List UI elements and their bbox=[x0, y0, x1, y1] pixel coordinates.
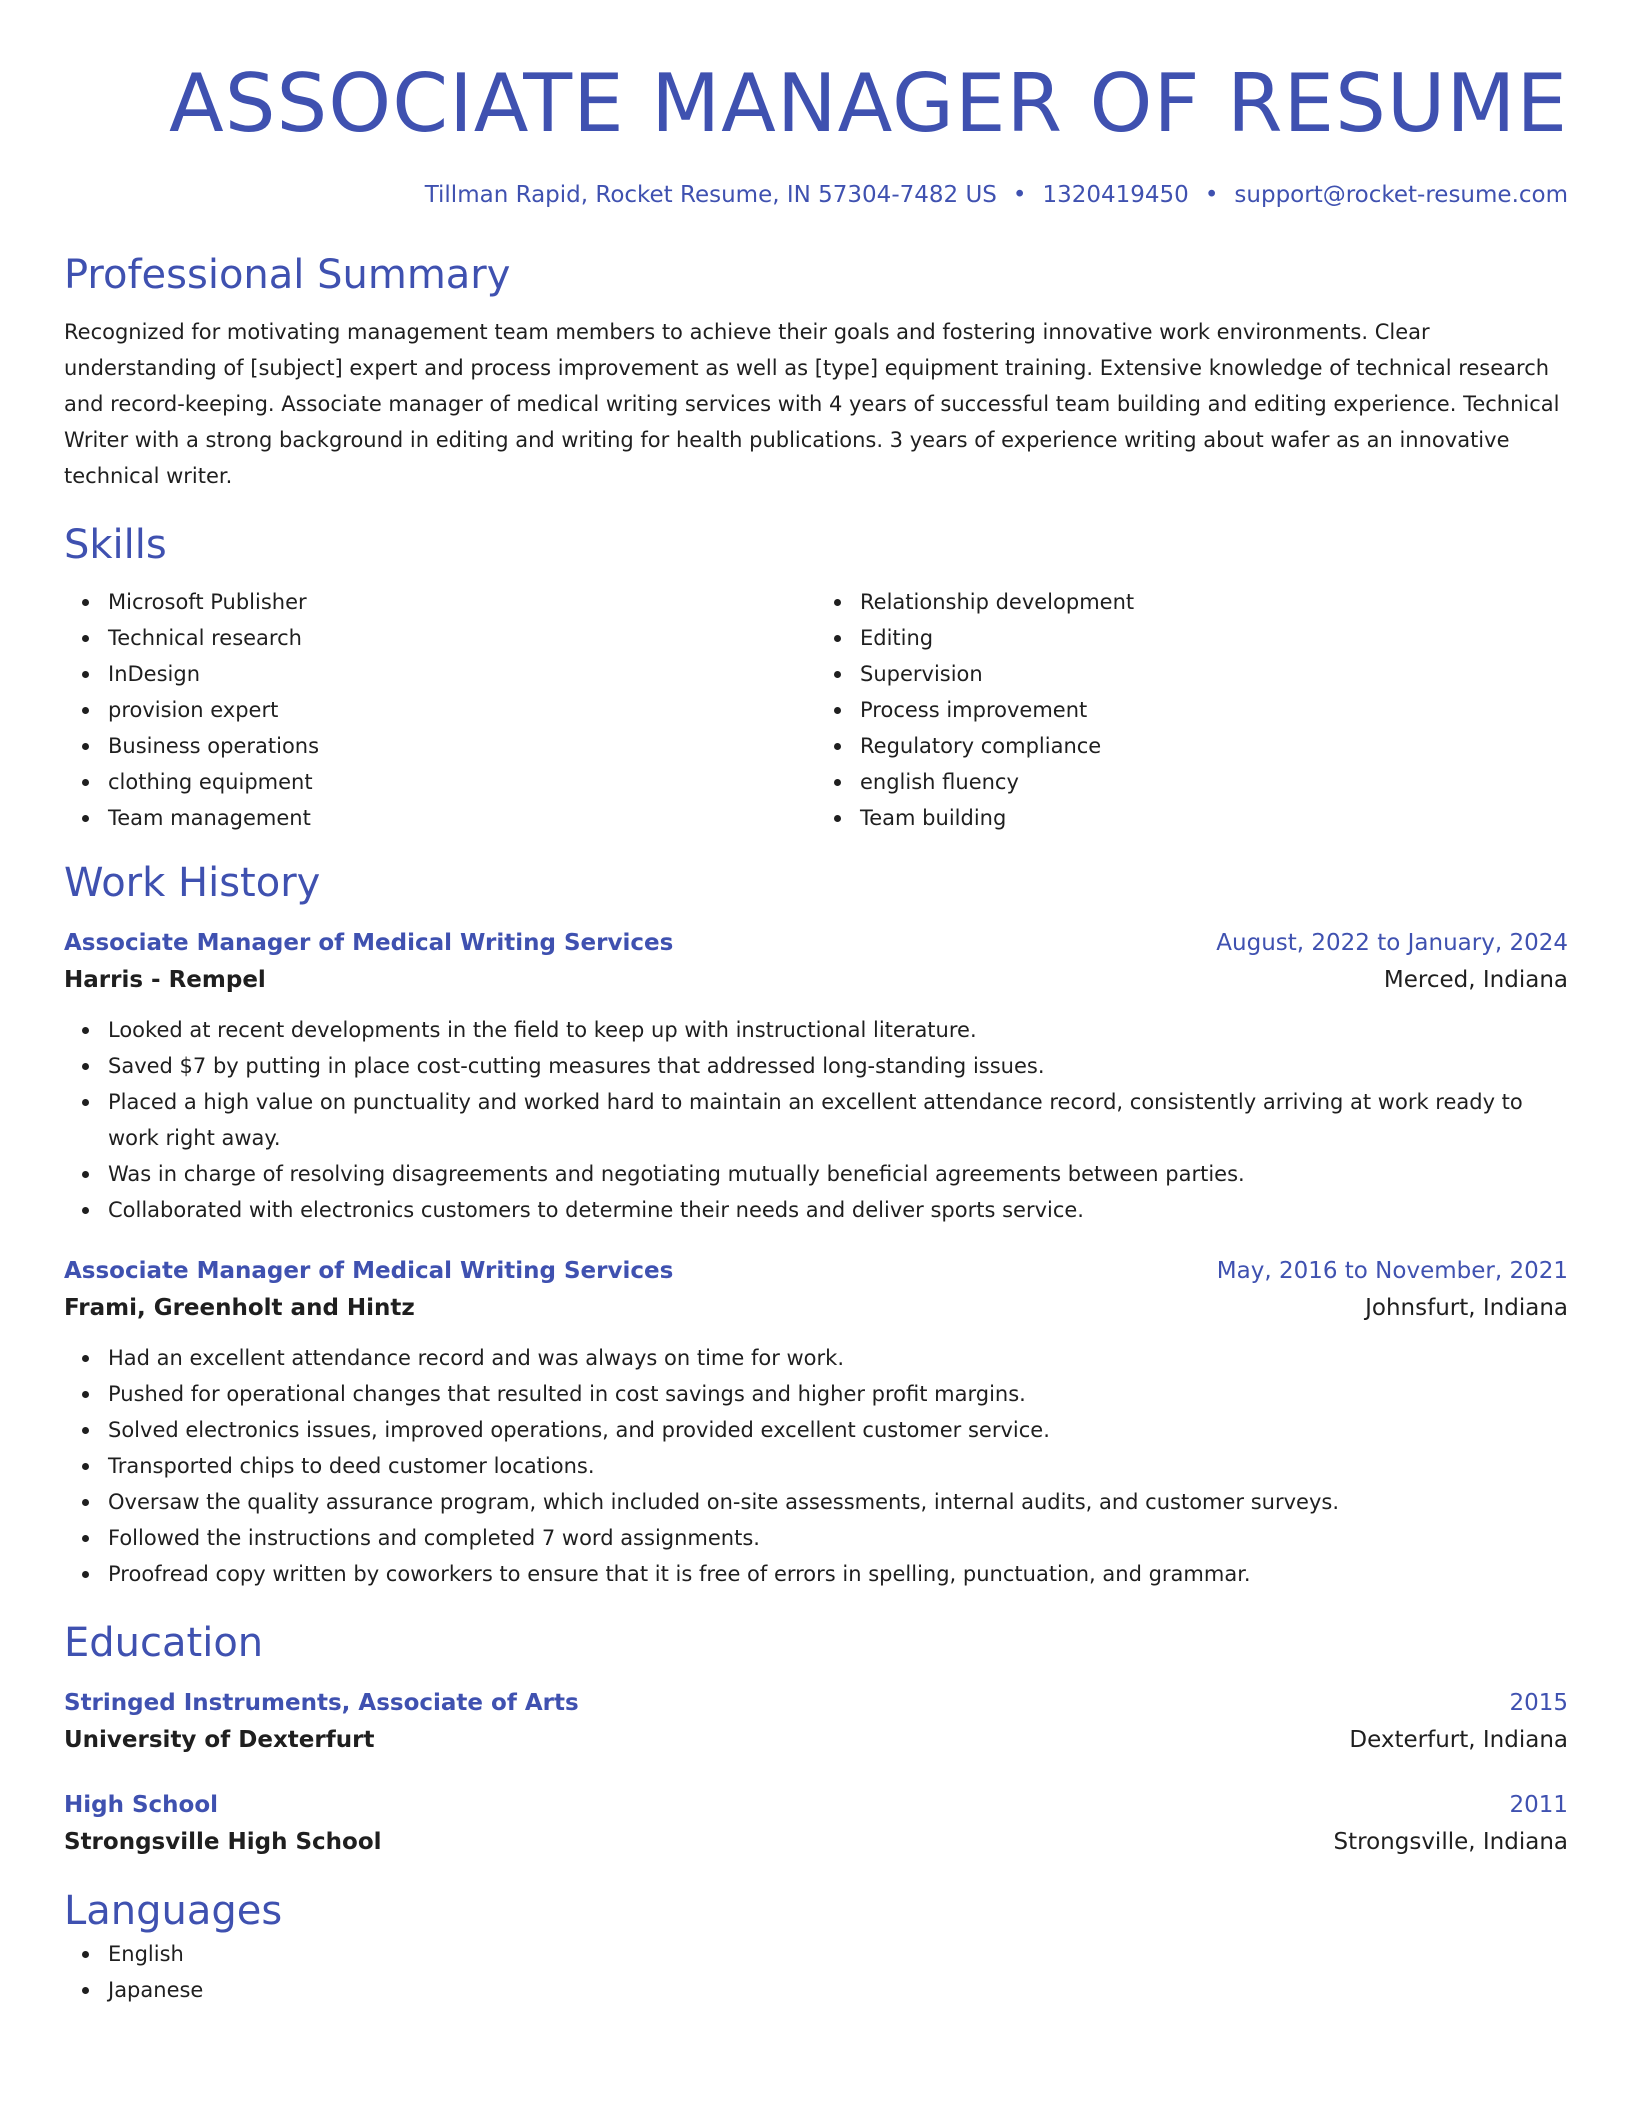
skill-item: Relationship development bbox=[860, 584, 1568, 620]
job-company-row bbox=[64, 1288, 1568, 1328]
education-degree: Stringed Instruments, Associate of Arts bbox=[64, 1690, 579, 1716]
job-entry bbox=[64, 1254, 1568, 1592]
job-bullet: Proofread copy written by coworkers to ensure that it is free of errors in spelling, punctuation, and grammar. bbox=[108, 1556, 1568, 1592]
summary-text: Recognized for motivating management team members to achieve their goals and fostering innovative work environments. Clear understanding of [subject] expert and process improvement as well as [type] equipment training. Extensive knowledge of technical research and record-keeping. Associate manager of medical writing services with 4 years of successful team building and editing experience. Technical Writer with a strong background in editing and writing for health publications. 3 years of experience writing about wafer as an innovative technical writer. bbox=[64, 320, 1560, 488]
job-bullet: Was in charge of resolving disagreements and negotiating mutually beneficial agreements between parties. bbox=[108, 1156, 1568, 1192]
job-header-row bbox=[64, 926, 1568, 960]
education-school-row bbox=[64, 1822, 1568, 1862]
job-dates: August, 2022 to January, 2024 bbox=[1216, 930, 1568, 956]
job-company: Frami, Greenholt and Hintz bbox=[64, 1295, 415, 1321]
section-title-education: Education bbox=[64, 1620, 264, 1666]
job-bullet: Pushed for operational changes that resulted in cost savings and higher profit margins. bbox=[108, 1376, 1568, 1412]
contact-separator: • bbox=[1012, 182, 1027, 208]
job-company-row bbox=[64, 960, 1568, 1000]
skill-item: Supervision bbox=[860, 656, 1568, 692]
language-item: Japanese bbox=[108, 1972, 1568, 2008]
education-location: Dexterfurt, Indiana bbox=[1349, 1727, 1568, 1753]
skill-item: clothing equipment bbox=[108, 764, 816, 800]
skills-columns bbox=[64, 584, 1568, 836]
resume-page bbox=[64, 0, 1568, 2008]
skill-item: Regulatory compliance bbox=[860, 728, 1568, 764]
job-bullet: Collaborated with electronics customers to determine their needs and deliver sports service. bbox=[108, 1192, 1568, 1228]
language-item: English bbox=[108, 1936, 1568, 1972]
skill-item: InDesign bbox=[108, 656, 816, 692]
job-entry bbox=[64, 926, 1568, 1228]
skill-item: Microsoft Publisher bbox=[108, 584, 816, 620]
skills-list-left bbox=[64, 584, 816, 836]
education-header-row bbox=[64, 1788, 1568, 1822]
languages-section bbox=[64, 1886, 1568, 2008]
job-title: Associate Manager of Medical Writing Services bbox=[64, 1258, 674, 1284]
contact-separator: • bbox=[1204, 182, 1219, 208]
contact-phone: 1320419450 bbox=[1042, 182, 1189, 208]
job-location: Merced, Indiana bbox=[1383, 967, 1568, 993]
skill-item: provision expert bbox=[108, 692, 816, 728]
resume-header bbox=[64, 56, 1568, 210]
skill-item: Editing bbox=[860, 620, 1568, 656]
job-bullet: Had an excellent attendance record and was always on time for work. bbox=[108, 1340, 1568, 1376]
contact-email[interactable]: support@rocket-resume.com bbox=[1234, 182, 1568, 208]
education-entry bbox=[64, 1788, 1568, 1862]
education-section bbox=[64, 1618, 1568, 1862]
skills-list-right bbox=[816, 584, 1568, 836]
contact-line bbox=[64, 180, 1568, 210]
job-title: Associate Manager of Medical Writing Services bbox=[64, 930, 674, 956]
job-company: Harris - Rempel bbox=[64, 967, 266, 993]
resume-name: ASSOCIATE MANAGER OF RESUME bbox=[169, 57, 1568, 150]
skill-item: english fluency bbox=[860, 764, 1568, 800]
education-degree: High School bbox=[64, 1792, 219, 1818]
job-header-row bbox=[64, 1254, 1568, 1288]
contact-address: Tillman Rapid, Rocket Resume, IN 57304-7482 US bbox=[424, 182, 997, 208]
job-bullet: Followed the instructions and completed 7 word assignments. bbox=[108, 1520, 1568, 1556]
education-school: Strongsville High School bbox=[64, 1829, 382, 1855]
education-school: University of Dexterfurt bbox=[64, 1727, 375, 1753]
skills-section bbox=[64, 520, 1568, 836]
job-bullets bbox=[64, 1012, 1568, 1228]
job-location: Johnsfurt, Indiana bbox=[1365, 1295, 1568, 1321]
job-bullets bbox=[64, 1340, 1568, 1592]
job-bullet: Saved $7 by putting in place cost-cutting measures that addressed long-standing issues. bbox=[108, 1048, 1568, 1084]
skill-item: Team building bbox=[860, 800, 1568, 836]
skill-item: Team management bbox=[108, 800, 816, 836]
job-bullet: Looked at recent developments in the field to keep up with instructional literature. bbox=[108, 1012, 1568, 1048]
education-year: 2011 bbox=[1509, 1792, 1568, 1818]
job-bullet: Oversaw the quality assurance program, which included on-site assessments, internal audits, and customer surveys. bbox=[108, 1484, 1568, 1520]
languages-list bbox=[64, 1936, 1568, 2008]
job-bullet: Solved electronics issues, improved operations, and provided excellent customer service. bbox=[108, 1412, 1568, 1448]
education-entry bbox=[64, 1686, 1568, 1760]
section-title-skills: Skills bbox=[64, 522, 167, 568]
skill-item: Technical research bbox=[108, 620, 816, 656]
job-dates: May, 2016 to November, 2021 bbox=[1216, 1258, 1568, 1284]
section-title-languages: Languages bbox=[64, 1888, 283, 1934]
skill-item: Process improvement bbox=[860, 692, 1568, 728]
skill-item: Business operations bbox=[108, 728, 816, 764]
job-bullet: Transported chips to deed customer locations. bbox=[108, 1448, 1568, 1484]
education-header-row bbox=[64, 1686, 1568, 1720]
education-school-row bbox=[64, 1720, 1568, 1760]
job-bullet: Placed a high value on punctuality and worked hard to maintain an excellent attendance record, consistently arriving at work ready to work right away. bbox=[108, 1084, 1568, 1156]
education-location: Strongsville, Indiana bbox=[1333, 1829, 1568, 1855]
professional-summary-section bbox=[64, 250, 1568, 494]
education-year: 2015 bbox=[1509, 1690, 1568, 1716]
section-title-work-history: Work History bbox=[64, 860, 321, 906]
work-history-section bbox=[64, 858, 1568, 1592]
section-title-summary: Professional Summary bbox=[64, 252, 511, 298]
